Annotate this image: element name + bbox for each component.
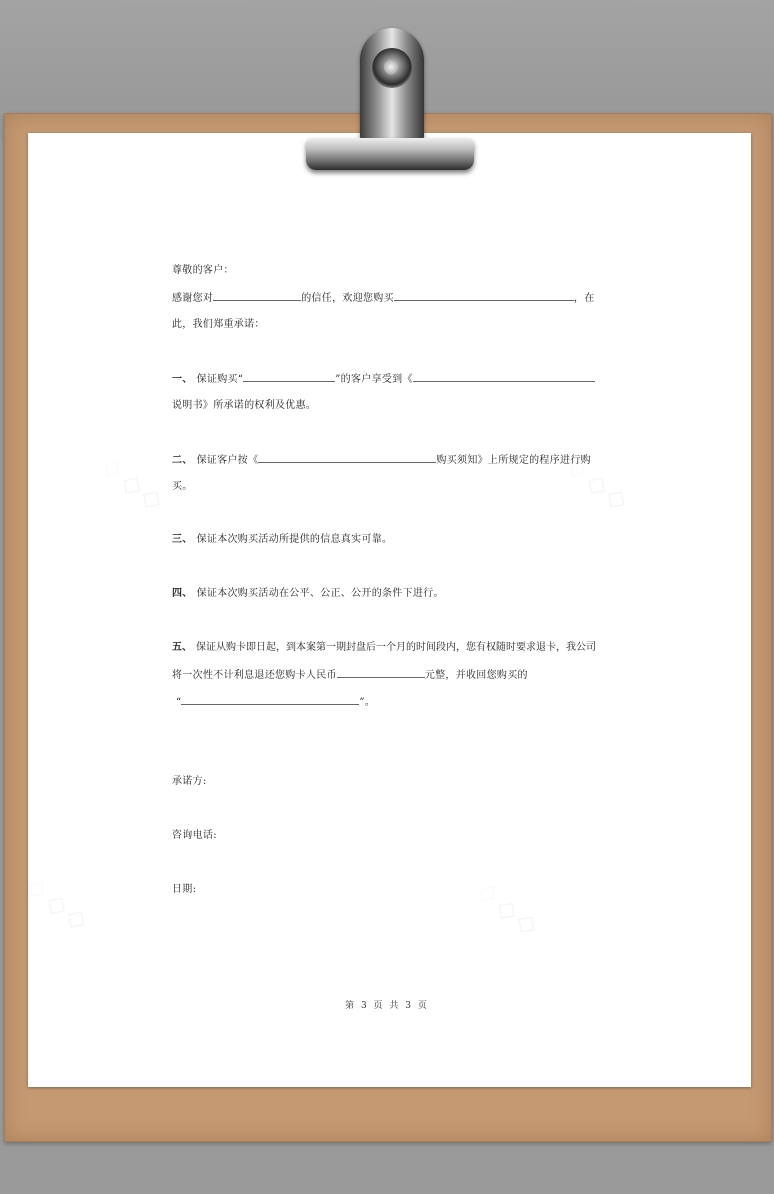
- item-5-cont-2: “ ”。: [176, 697, 376, 708]
- item-2-cont: 买。: [172, 481, 193, 492]
- blank-field[interactable]: [413, 372, 595, 382]
- blank-field[interactable]: [213, 291, 301, 301]
- blank-field[interactable]: [181, 695, 359, 705]
- intro-line: 感谢您对 的信任，欢迎您购买 ，在: [172, 293, 595, 304]
- intro-line-2: 此，我们郑重承诺：: [172, 319, 265, 330]
- salutation: 尊敬的客户：: [172, 265, 234, 276]
- blank-field[interactable]: [394, 291, 574, 301]
- watermark: ♢◇◇: [18, 871, 98, 939]
- item-1: 一、 保证购买“ ”的客户享受到《: [172, 372, 595, 387]
- item-5-cont: 将一次性不计利息退还您购卡人民币 元整，并收回您购买的: [172, 670, 528, 681]
- item-5: 五、 保证从购卡即日起，到本案第一期封盘后一个月的时间段内，您有权随时要求退卡，我公司: [172, 642, 596, 653]
- item-4: 四、 保证本次购买活动在公平、公正、公开的条件下进行。: [172, 588, 444, 599]
- item-2: 二、 保证客户按《 购买须知》上所规定的程序进行购: [172, 455, 591, 466]
- blank-field[interactable]: [258, 453, 436, 463]
- watermark: ♢◇◇: [468, 876, 548, 944]
- blank-field[interactable]: [337, 668, 425, 678]
- page-footer: 第 3 页 共 3 页: [345, 1001, 429, 1011]
- item-1-cont: 说明书》所承诺的权利及优惠。: [172, 400, 317, 411]
- watermark: ♢◇◇: [558, 451, 638, 519]
- binder-clip-hole: [384, 59, 398, 75]
- signatory-label: 承诺方:: [172, 776, 207, 787]
- date-label: 日期:: [172, 884, 197, 895]
- blank-field[interactable]: [243, 372, 335, 382]
- watermark: ♢◇◇: [93, 451, 173, 519]
- binder-clip-bar: [306, 138, 474, 170]
- paper-sheet: [28, 133, 751, 1087]
- item-3: 三、 保证本次购买活动所提供的信息真实可靠。: [172, 534, 393, 545]
- phone-label: 咨询电话:: [172, 830, 217, 841]
